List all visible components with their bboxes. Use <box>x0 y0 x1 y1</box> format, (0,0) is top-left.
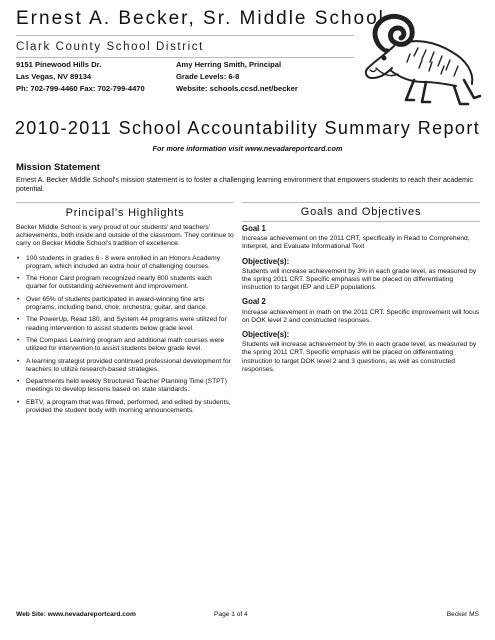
goal-1-heading: Goal 1 <box>242 224 266 233</box>
goals-section <box>242 225 480 380</box>
goal-2-heading: Goal 2 <box>242 297 266 307</box>
grade-levels: Grade Levels: 6-8 <box>176 72 240 81</box>
goals-title: Goals and Objectives <box>300 206 422 218</box>
address-line-2: Las Vegas, NV 89134 <box>16 72 92 81</box>
mission-text: Ernest A. Becker Middle School's mission statement is to foster a challenging learning environment that empowers students to reach their academic potential. <box>16 177 473 193</box>
goal-2-text: Increase achievement in math on the 2011 CRT. Specific improvement will focus on DOK level 2 and constructed responses. <box>242 308 480 324</box>
report-title: 2010-2011 School Accountability Summary Report <box>14 118 481 138</box>
footer-website: Web Site: www.nevadareportcard.com <box>16 611 136 618</box>
mission-heading: Mission Statement <box>16 162 100 173</box>
school-name: Ernest A. Becker, Sr. Middle School <box>16 8 385 29</box>
section-divider <box>16 202 234 203</box>
ram-mascot-icon <box>356 8 482 108</box>
objective-1-heading: Objective(s): <box>242 256 290 266</box>
section-divider <box>242 221 480 222</box>
report-subtitle: For more information visit www.nevadareportcard.com <box>152 144 343 153</box>
goal-1-text: Increase achievement on the 2011 CRT, specifically in Read to Comprehend, Interpret, and Evaluate Informational Text <box>242 235 470 251</box>
list-item: • Over 65% of students participated in award-winning fine arts programs, including band, choir, orchestra, guitar, and dance. <box>26 296 234 312</box>
district-name: Clark County School District <box>16 41 204 53</box>
principal-highlights-title: Principal's Highlights <box>65 207 185 219</box>
list-item: • EBTV, a program that was filmed, performed, and edited by students, provided the student body with morning announcements. <box>26 399 234 415</box>
principal-highlights-section <box>16 224 234 419</box>
highlights-list <box>16 255 234 416</box>
list-item: • 100 students in grades 6 - 8 were enrolled in an Honors Academy program, which included an extra hour of challenging courses. <box>26 255 234 271</box>
list-item: • The Compass Learning program and additional math courses were utilized for intervention to assist students below grade level. <box>26 337 234 353</box>
phone-fax: Ph: 702-799-4460 Fax: 702-799-4470 <box>16 84 145 93</box>
list-item: • A learning strategist provided continued professional development for teachers to utilize research-based strategies. <box>26 358 234 374</box>
principal-name: Amy Herring Smith, Principal <box>176 60 282 69</box>
list-item: • The Honor Card program recognized nearly 800 students each quarter for outstanding achievement and improvement. <box>26 275 234 291</box>
objective-2-text: Students will increase achievement by 3% in each grade level, as measured by the spring 2011 CRT. Specific emphasis will be placed on differentiating instruction to target DOK level 2 and 3 questions, as well as constructed responses. <box>242 341 477 373</box>
list-item: • The PowerUp, Read 180, and System 44 programs were utilized for reading intervention to assist students below grade level. <box>26 316 234 332</box>
footer-school: Becker MS <box>446 611 479 618</box>
list-item: • Departments held weekly Structured Teacher Planning Time (STPT) meetings to develop lessons based on state standards. <box>26 378 234 394</box>
highlights-intro: Becker Middle School is very proud of our students' and teachers' achievements, both inside and outside of the classroom. They continue to carry on Becker Middle School's tradition of excellence. <box>16 224 234 248</box>
address-line-1: 9151 Pinewood Hills Dr. <box>16 60 102 69</box>
objective-2-heading: Objective(s): <box>242 330 290 340</box>
header-divider <box>16 35 354 36</box>
school-website: Website: schools.ccsd.net/becker <box>176 84 298 93</box>
objective-1-text: Students will increase achievement by 3% in each grade level, as measured by the spring 2011 CRT. Specific emphasis will be placed on differentiating instruction to target IEP and LEP populations. <box>242 267 477 292</box>
header-divider <box>16 57 354 58</box>
page-number: Page 1 of 4 <box>214 611 248 618</box>
section-divider <box>242 202 480 203</box>
